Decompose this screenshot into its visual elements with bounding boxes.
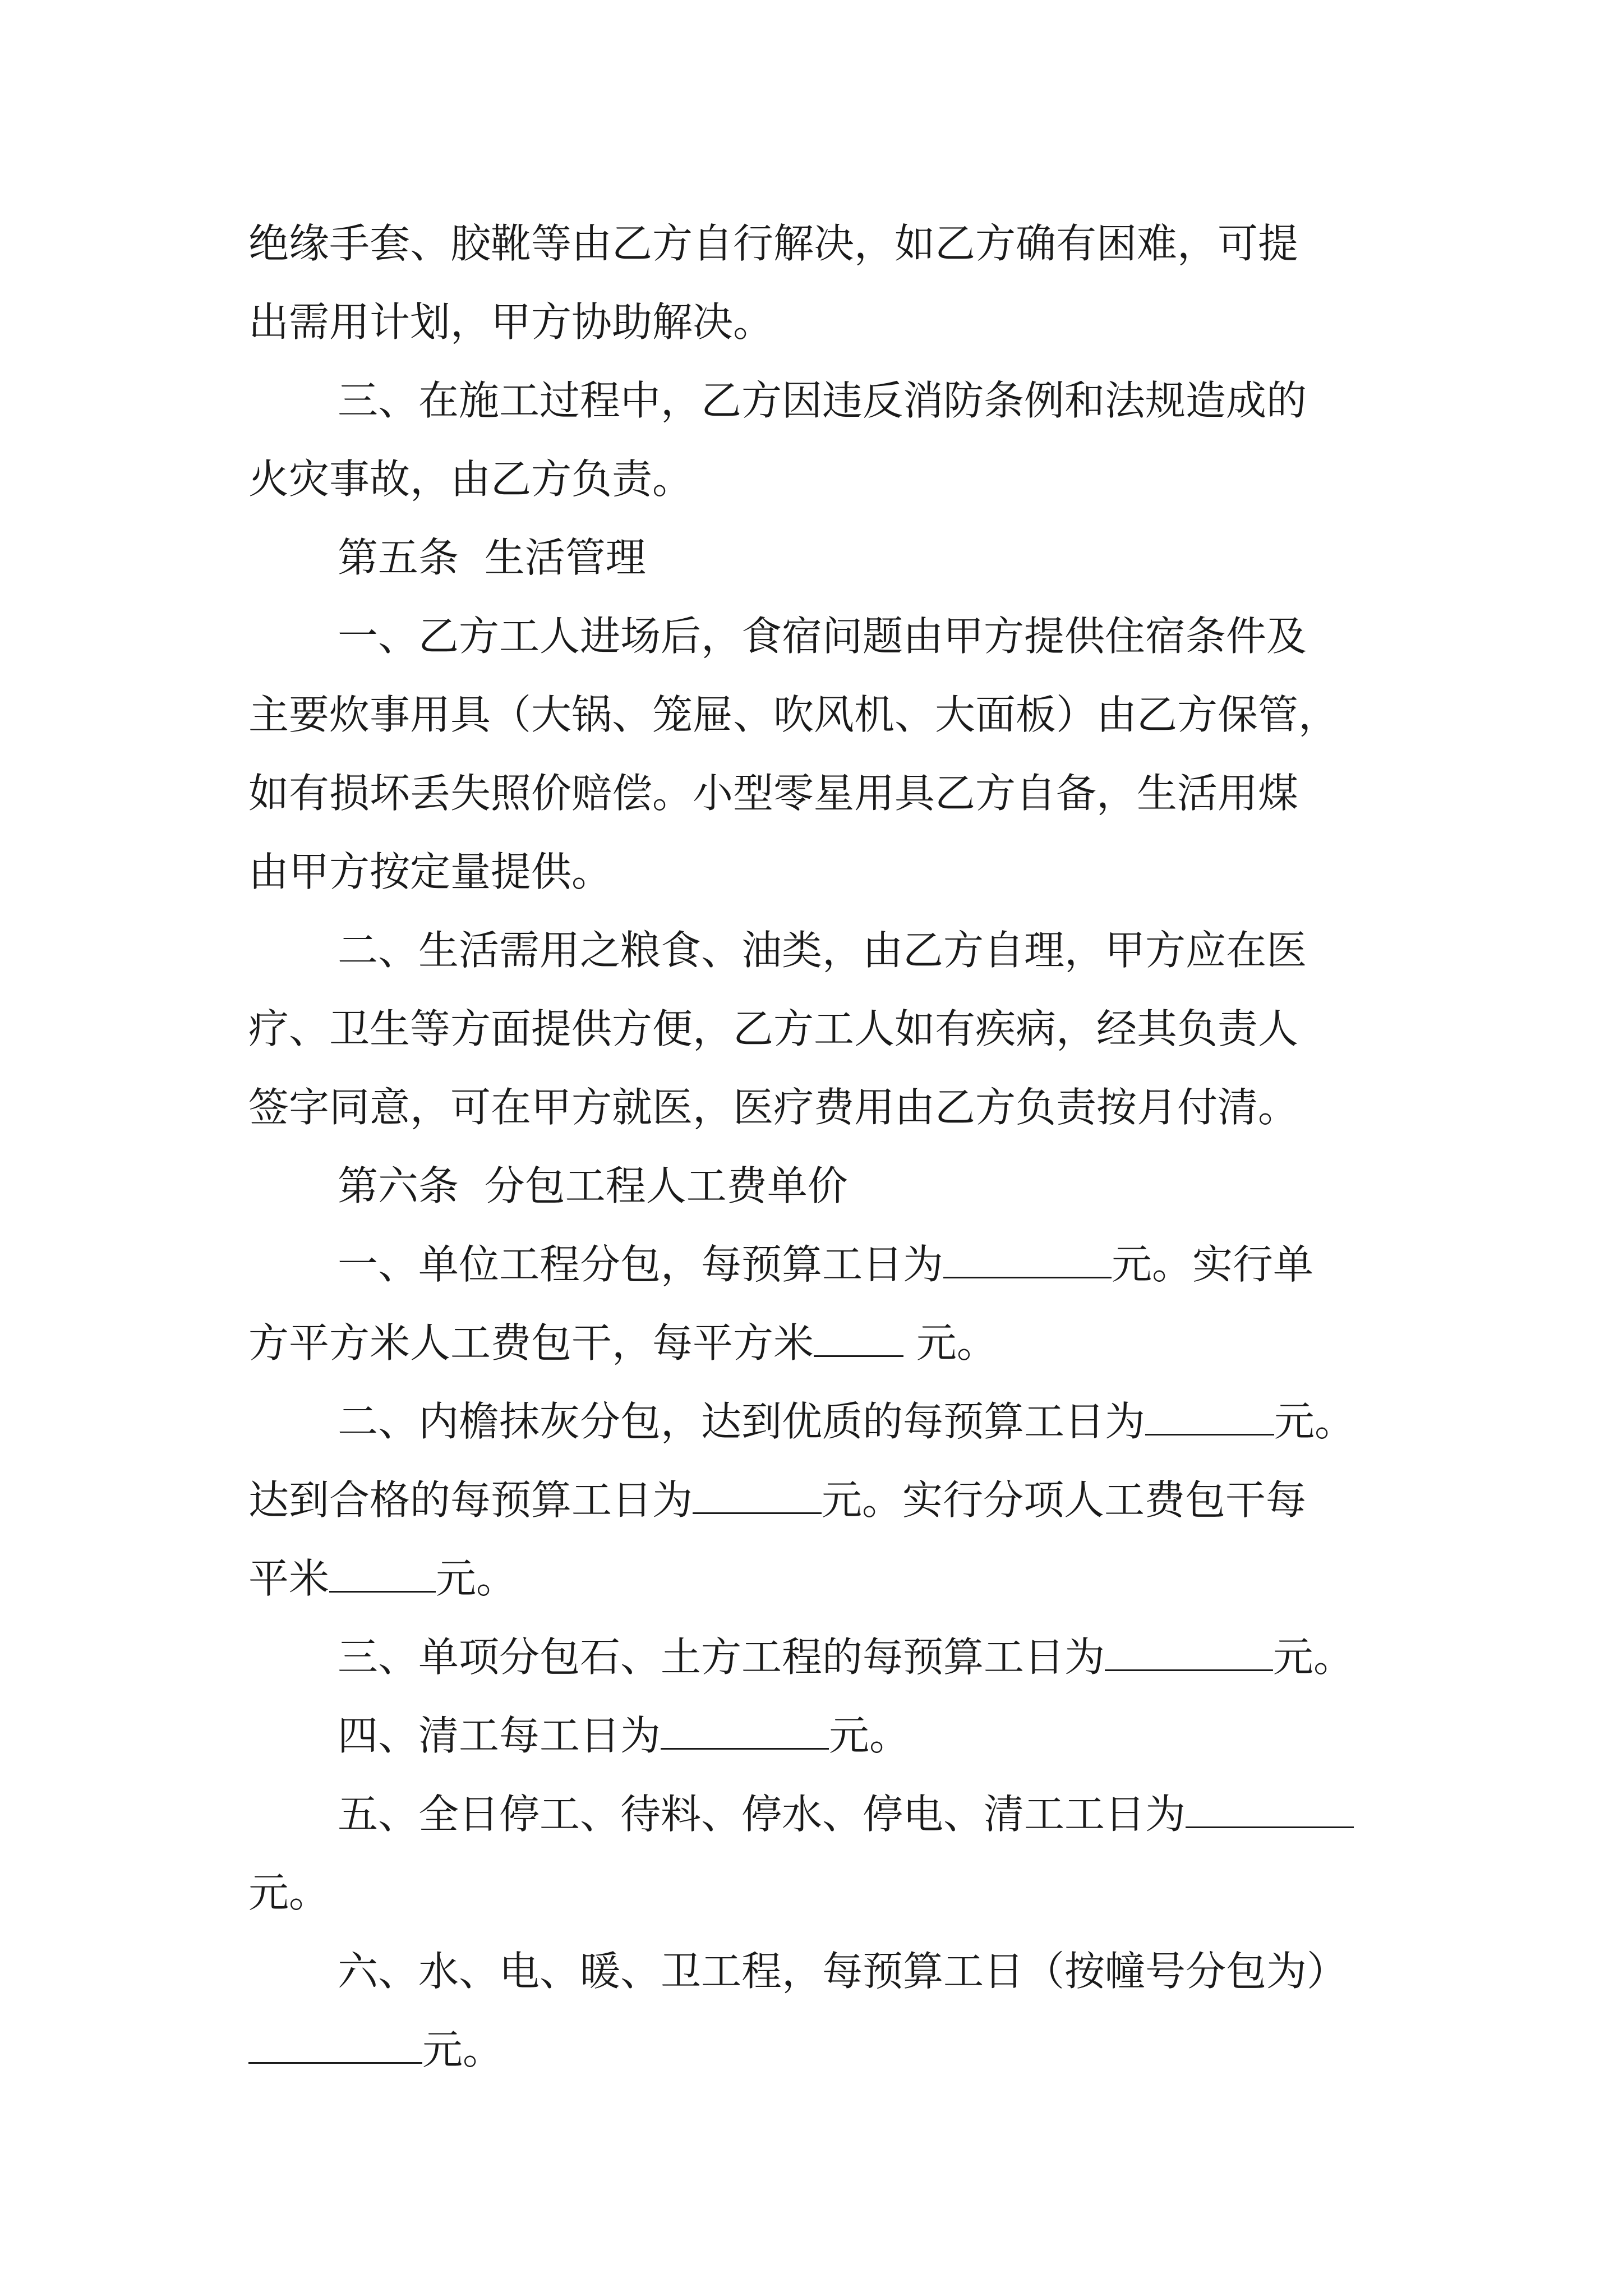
text-run: 元。实行单 <box>1112 1241 1314 1288</box>
text-run: 如有损坏丢失照价赔偿。小型零星用具乙方自备，生活用煤 <box>248 770 1299 817</box>
paragraph-line <box>248 204 1298 283</box>
paragraph-line <box>338 1696 910 1775</box>
paragraph-line <box>338 1775 1354 1853</box>
fill-in-blank[interactable] <box>693 1479 822 1514</box>
text-run: 平米 <box>248 1555 330 1602</box>
text-run: 三、单项分包石、土方工程的每预算工日为 <box>338 1634 1105 1681</box>
section-heading <box>338 518 646 597</box>
text-run: 元。 <box>829 1712 910 1759</box>
text-run: 四、清工每工日为 <box>338 1712 661 1759</box>
text-run: 第六条 分包工程人工费单价 <box>338 1162 848 1209</box>
text-run: 疗、卫生等方面提供方便，乙方工人如有疾病，经其负责人 <box>248 1005 1299 1052</box>
text-run: 主要炊事用具（大锅、笼屉、吹风机、大面板）由乙方保管， <box>248 691 1339 738</box>
text-run: 一、单位工程分包，每预算工日为 <box>338 1241 944 1288</box>
paragraph-line <box>338 1225 1313 1304</box>
paragraph-line <box>248 1068 1298 1147</box>
text-run: 签字同意，可在甲方就医，医疗费用由乙方负责按月付清。 <box>248 1084 1299 1131</box>
paragraph-line <box>248 2010 503 2089</box>
paragraph-line <box>248 283 773 361</box>
fill-in-blank[interactable] <box>248 2028 422 2064</box>
text-run: 出需用计划，甲方协助解决。 <box>248 298 774 346</box>
text-run: 元。 <box>1273 1634 1354 1681</box>
paragraph-line <box>338 1382 1355 1461</box>
fill-in-blank[interactable] <box>814 1322 903 1357</box>
paragraph-line <box>248 1304 997 1382</box>
paragraph-line <box>338 1932 1347 2010</box>
text-run: 元。实行分项人工费包干每 <box>822 1476 1307 1524</box>
text-run: 元。 <box>1274 1398 1355 1445</box>
paragraph-line <box>248 675 1339 754</box>
text-run: 元。 <box>422 2026 504 2073</box>
paragraph-line <box>248 1461 1306 1539</box>
text-run: 绝缘手套、胶靴等由乙方自行解决，如乙方确有困难，可提 <box>248 220 1299 267</box>
text-run: 由甲方按定量提供。 <box>248 848 612 895</box>
paragraph-line <box>338 361 1307 440</box>
text-run: 六、水、电、暖、卫工程，每预算工日（按幢号分包为） <box>338 1948 1348 1995</box>
fill-in-blank[interactable] <box>661 1714 829 1750</box>
text-run: 元。 <box>248 1869 330 1916</box>
text-run: 第五条 生活管理 <box>338 534 646 581</box>
paragraph-line <box>248 1853 329 1932</box>
fill-in-blank[interactable] <box>1145 1400 1274 1435</box>
text-run: 二、生活需用之粮食、油类，由乙方自理，甲方应在医 <box>338 927 1307 974</box>
fill-in-blank[interactable] <box>1186 1793 1354 1828</box>
text-run: 二、内檐抹灰分包，达到优质的每预算工日为 <box>338 1398 1146 1445</box>
text-run: 火灾事故，由乙方负责。 <box>248 455 693 503</box>
paragraph-line <box>248 1539 517 1618</box>
text-run: 一、乙方工人进场后，食宿问题由甲方提供住宿条件及 <box>338 613 1307 660</box>
text-run: 元。 <box>903 1319 997 1366</box>
paragraph-line <box>248 440 693 518</box>
paragraph-line <box>248 990 1298 1068</box>
fill-in-blank[interactable] <box>329 1557 436 1593</box>
text-run: 方平方米人工费包干，每平方米 <box>248 1319 814 1366</box>
paragraph-line <box>338 1618 1354 1696</box>
text-run: 元。 <box>436 1555 517 1602</box>
paragraph-line <box>338 597 1307 675</box>
paragraph-line <box>248 754 1298 832</box>
paragraph-line <box>248 832 612 911</box>
text-run: 达到合格的每预算工日为 <box>248 1476 693 1524</box>
text-run: 五、全日停工、待料、停水、停电、清工工日为 <box>338 1791 1186 1838</box>
paragraph-line <box>338 911 1307 990</box>
section-heading <box>338 1147 848 1225</box>
fill-in-blank[interactable] <box>1105 1636 1273 1671</box>
text-run: 三、在施工过程中，乙方因违反消防条例和法规造成的 <box>338 377 1307 424</box>
fill-in-blank[interactable] <box>943 1243 1112 1278</box>
